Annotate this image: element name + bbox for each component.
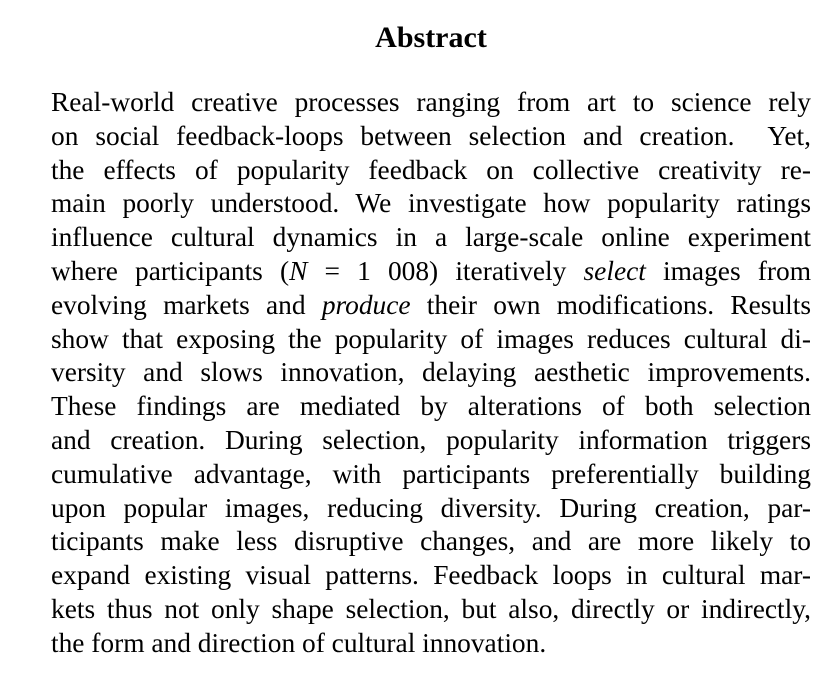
abstract-heading: Abstract [375,21,487,54]
abstract-line [51,627,811,661]
text-run: evolving markets and [51,289,322,320]
abstract-line [51,559,811,593]
italic-term: N [289,255,308,286]
text-run: and creation. During selection, popularity information triggers [51,424,811,455]
abstract-line [51,593,811,627]
abstract-section [51,18,811,661]
text-run: show that exposing the popularity of images reduces cultural di- [51,323,811,354]
text-run: versity and slows innovation, delaying aesthetic improvements. [51,357,811,388]
text-run: kets thus not only shape selection, but also, directly or indirectly, [51,593,811,624]
abstract-line [51,492,811,526]
text-run: expand existing visual patterns. Feedback loops in cultural mar- [51,560,811,591]
abstract-line [51,289,811,323]
abstract-body [51,86,811,661]
text-run: = 1 008) iteratively [307,255,584,286]
text-run: on social feedback-loops between selection and creation. Yet, [51,120,811,151]
abstract-line [51,356,811,390]
text-run: where participants ( [51,255,290,286]
text-run: main poorly understood. We investigate how popularity ratings [51,188,811,219]
abstract-line [51,424,811,458]
text-run: These findings are mediated by alterations of both selection [51,391,811,422]
text-run: images from [645,255,811,286]
italic-term: produce [321,289,411,320]
italic-term: select [583,255,646,286]
text-run: their own modifications. Results [410,289,811,320]
abstract-line [51,120,811,154]
text-run: upon popular images, reducing diversity. During creation, par- [51,492,811,523]
text-run: Real-world creative processes ranging from art to science rely [51,87,811,117]
abstract-line [51,390,811,424]
text-run: the effects of popularity feedback on collective creativity re- [51,154,811,185]
abstract-line [51,525,811,559]
abstract-line [51,187,811,221]
text-run: cumulative advantage, with participants preferentially building [51,458,811,489]
abstract-line [51,458,811,492]
text-run: the form and direction of cultural innovation. [51,627,547,658]
abstract-line [51,154,811,188]
abstract-line [51,86,811,120]
abstract-line [51,255,811,289]
text-run: ticipants make less disruptive changes, and are more likely to [51,526,811,557]
abstract-line [51,323,811,357]
abstract-line [51,221,811,255]
text-run: influence cultural dynamics in a large-scale online experiment [51,222,811,253]
